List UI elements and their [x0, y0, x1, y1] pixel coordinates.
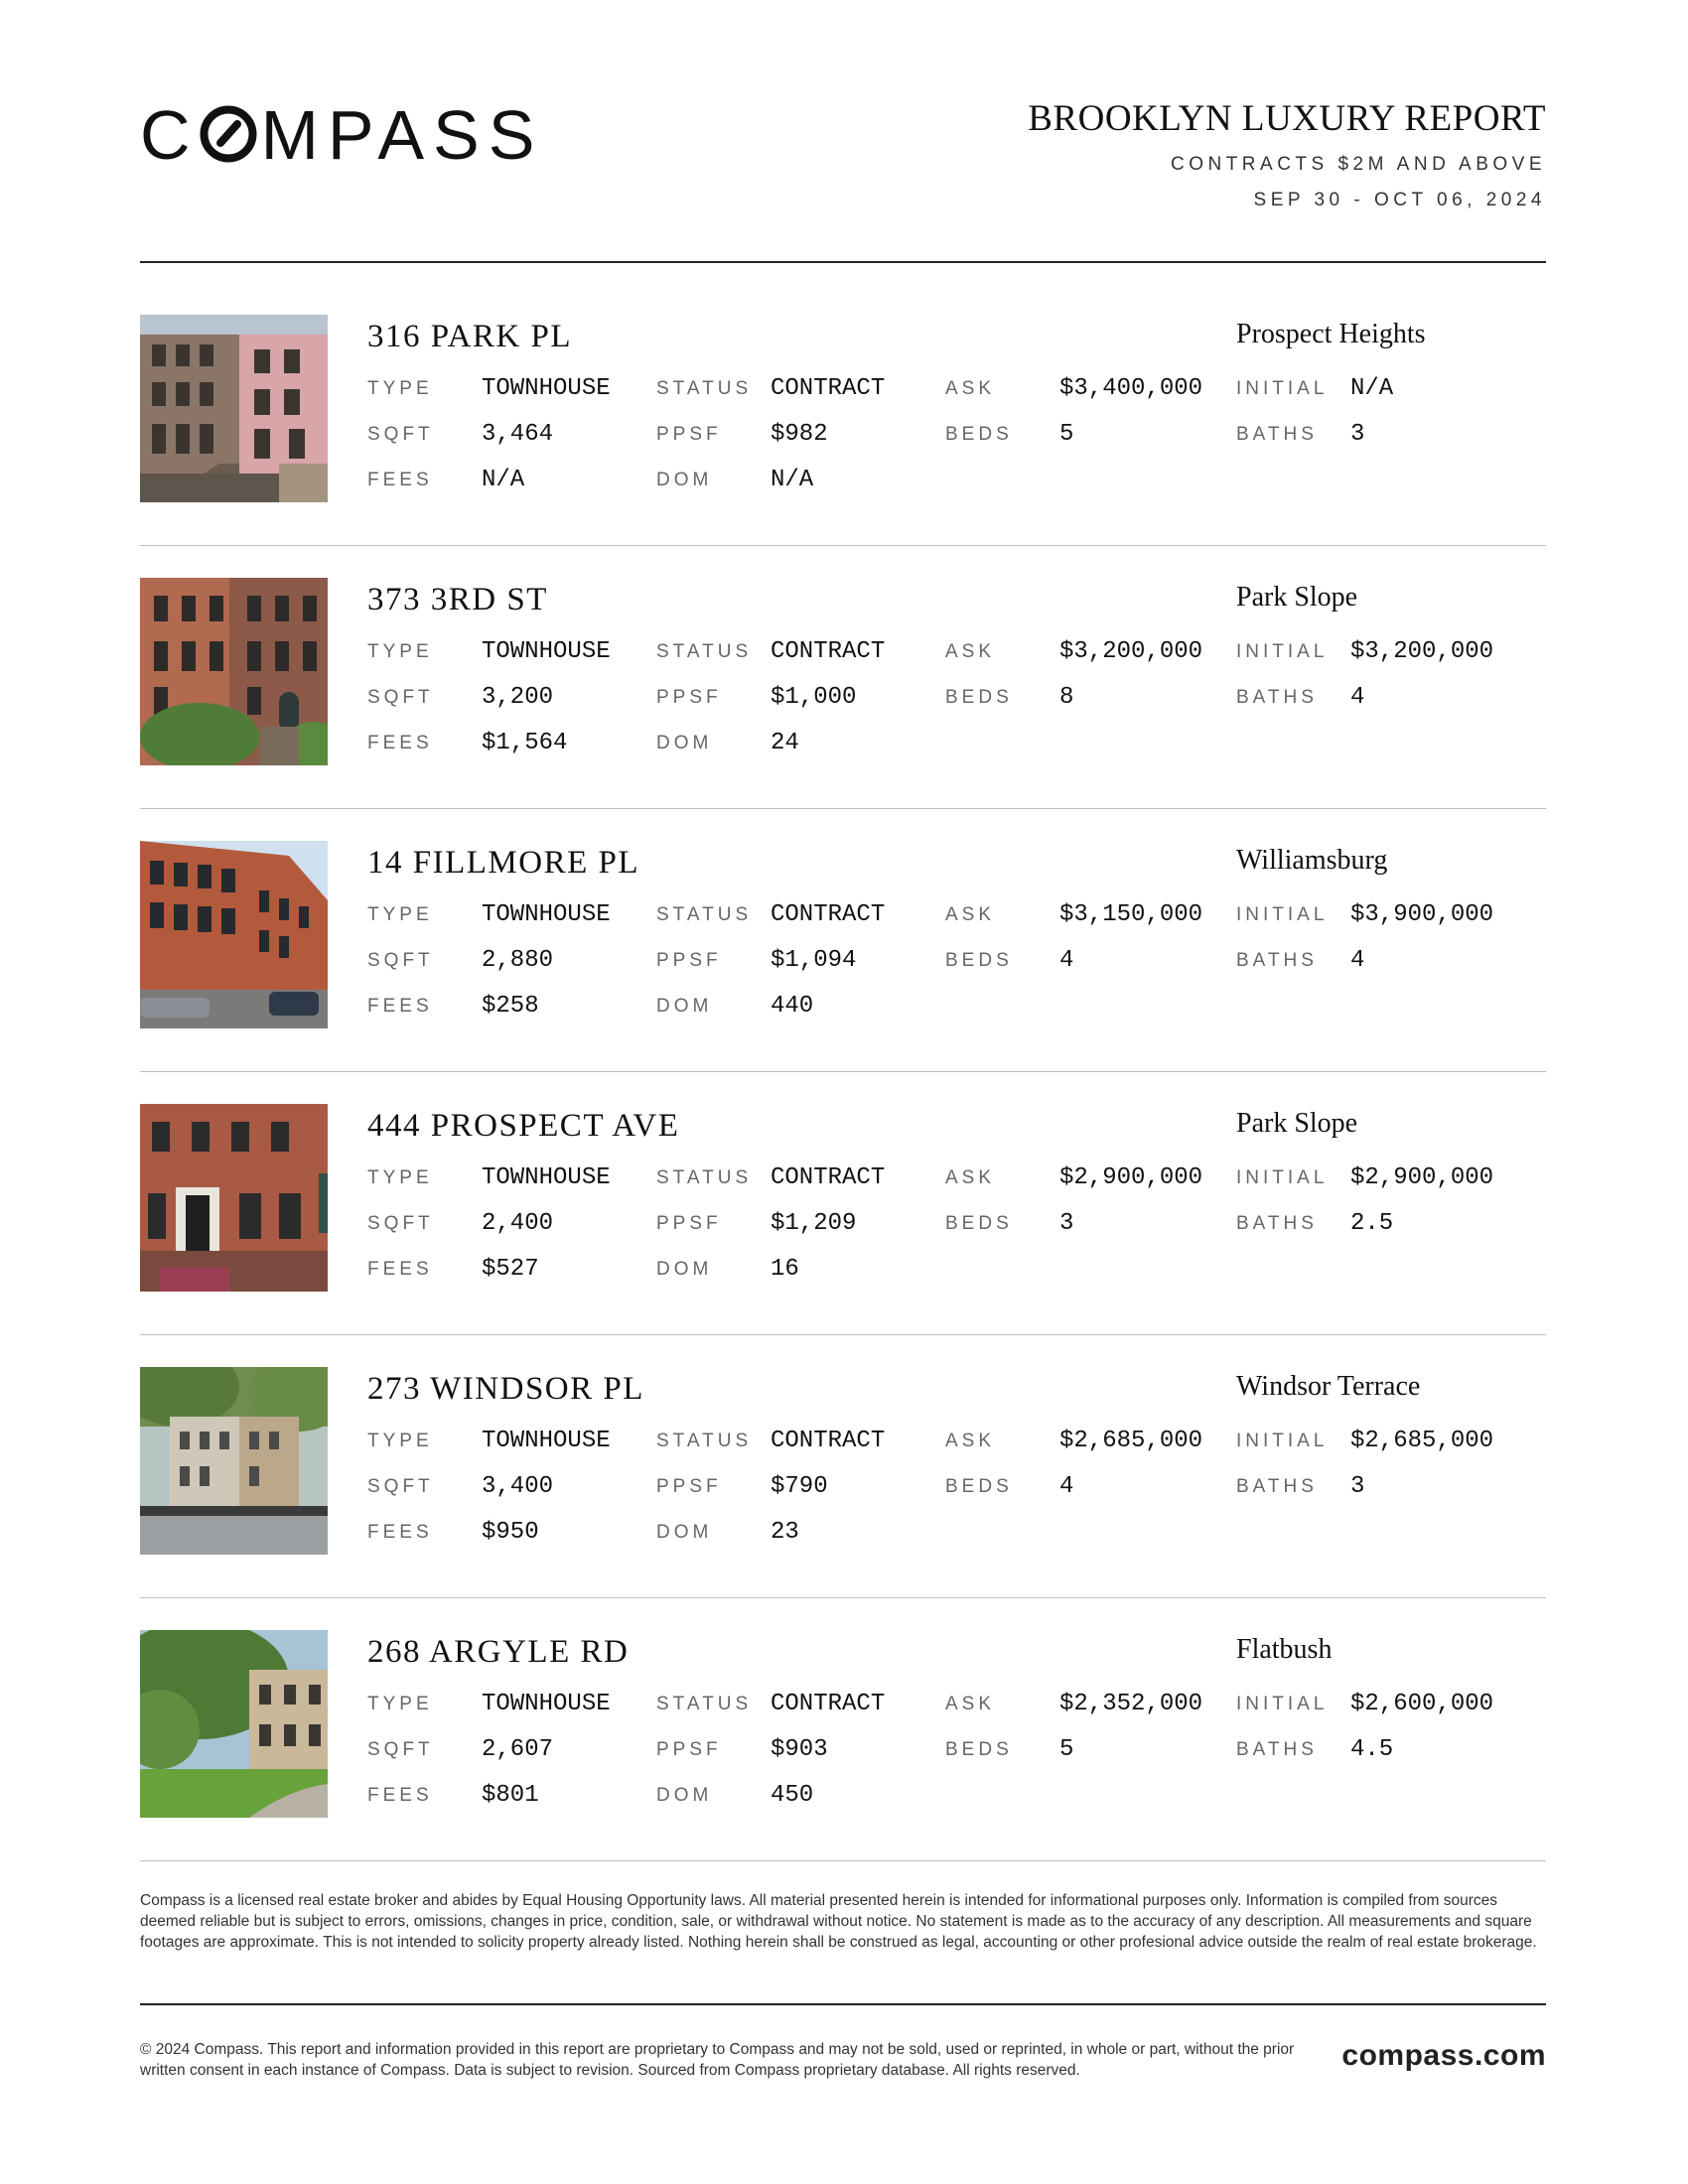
- baths-label: BATHS: [1236, 424, 1318, 445]
- fees-value: N/A: [482, 467, 525, 493]
- beds-label: BEDS: [945, 1213, 1013, 1234]
- fees-label: FEES: [367, 733, 433, 753]
- baths-label: BATHS: [1236, 950, 1318, 971]
- legal-disclaimer: Compass is a licensed real estate broker and abides by Equal Housing Opportunity laws. All material presented herein is intended for informational purposes only. Information is compiled from sources deemed reliable but is subject to errors, omissions, changes in price, condition, sale, or withdrawal without notice. No statement is made as to the accuracy of any description. All measurements and square footages are approximate. This is not intended to solicity property already listed. Nothing herein shall be construed as legal, accounting or other profesional advice outside the realm of real estate brokerage.: [140, 1892, 1537, 1951]
- listing-neighborhood: Williamsburg: [1236, 845, 1388, 876]
- status-label: STATUS: [656, 378, 753, 399]
- type-value: TOWNHOUSE: [482, 1428, 611, 1454]
- type-label: TYPE: [367, 641, 433, 662]
- initial-value: $2,900,000: [1350, 1164, 1494, 1191]
- dom-label: DOM: [656, 1785, 713, 1806]
- ppsf-label: PPSF: [656, 950, 722, 971]
- listing-divider: [140, 808, 1546, 809]
- sqft-label: SQFT: [367, 687, 434, 708]
- report-subtitle: CONTRACTS $2M AND ABOVE: [1170, 153, 1546, 175]
- ppsf-value: $1,209: [771, 1210, 857, 1237]
- initial-value: $3,200,000: [1350, 638, 1494, 665]
- beds-value: 5: [1059, 421, 1074, 448]
- ask-label: ASK: [945, 904, 996, 925]
- sqft-label: SQFT: [367, 1476, 434, 1497]
- ask-value: $3,400,000: [1059, 375, 1203, 402]
- listing-photo: [140, 1104, 328, 1292]
- initial-label: INITIAL: [1236, 1167, 1329, 1188]
- initial-label: INITIAL: [1236, 904, 1329, 925]
- ppsf-label: PPSF: [656, 1739, 722, 1760]
- dom-value: N/A: [771, 467, 814, 493]
- fees-label: FEES: [367, 470, 433, 490]
- listing-divider: [140, 1597, 1546, 1598]
- initial-value: $2,600,000: [1350, 1691, 1494, 1717]
- listing-neighborhood: Park Slope: [1236, 582, 1358, 613]
- baths-value: 4: [1350, 684, 1365, 711]
- dom-value: 450: [771, 1782, 814, 1809]
- ppsf-label: PPSF: [656, 1476, 722, 1497]
- baths-label: BATHS: [1236, 1476, 1318, 1497]
- type-label: TYPE: [367, 1431, 433, 1451]
- dom-label: DOM: [656, 470, 713, 490]
- baths-value: 4: [1350, 947, 1365, 974]
- baths-value: 2.5: [1350, 1210, 1394, 1237]
- sqft-value: 3,200: [482, 684, 554, 711]
- status-value: CONTRACT: [771, 1691, 886, 1717]
- status-value: CONTRACT: [771, 1428, 886, 1454]
- beds-label: BEDS: [945, 1739, 1013, 1760]
- type-label: TYPE: [367, 904, 433, 925]
- ppsf-value: $903: [771, 1736, 828, 1763]
- listing-divider: [140, 1071, 1546, 1072]
- type-value: TOWNHOUSE: [482, 1691, 611, 1717]
- compass-logo: C MPASS: [140, 96, 544, 174]
- ask-value: $2,685,000: [1059, 1428, 1203, 1454]
- ppsf-value: $982: [771, 421, 828, 448]
- listing-neighborhood: Park Slope: [1236, 1108, 1358, 1139]
- ppsf-label: PPSF: [656, 1213, 722, 1234]
- sqft-label: SQFT: [367, 424, 434, 445]
- website-link[interactable]: compass.com: [1341, 2039, 1546, 2072]
- type-value: TOWNHOUSE: [482, 375, 611, 402]
- initial-value: $3,900,000: [1350, 901, 1494, 928]
- sqft-value: 2,400: [482, 1210, 554, 1237]
- ask-value: $2,900,000: [1059, 1164, 1203, 1191]
- status-label: STATUS: [656, 1431, 753, 1451]
- dom-value: 16: [771, 1256, 799, 1283]
- ppsf-value: $1,094: [771, 947, 857, 974]
- ppsf-value: $790: [771, 1473, 828, 1500]
- sqft-value: 2,880: [482, 947, 554, 974]
- status-label: STATUS: [656, 1167, 753, 1188]
- status-value: CONTRACT: [771, 638, 886, 665]
- listing-photo: [140, 1630, 328, 1818]
- dom-label: DOM: [656, 1259, 713, 1280]
- baths-label: BATHS: [1236, 1739, 1318, 1760]
- listing-neighborhood: Windsor Terrace: [1236, 1371, 1421, 1402]
- baths-value: 3: [1350, 1473, 1365, 1500]
- sqft-value: 2,607: [482, 1736, 554, 1763]
- ppsf-label: PPSF: [656, 424, 722, 445]
- dom-value: 23: [771, 1519, 799, 1546]
- fees-label: FEES: [367, 1522, 433, 1543]
- listing-card: [140, 1367, 1546, 1630]
- type-value: TOWNHOUSE: [482, 638, 611, 665]
- listing-photo: [140, 315, 328, 502]
- ask-label: ASK: [945, 1431, 996, 1451]
- type-value: TOWNHOUSE: [482, 1164, 611, 1191]
- beds-value: 4: [1059, 947, 1074, 974]
- sqft-label: SQFT: [367, 950, 434, 971]
- compass-o-icon: [200, 104, 257, 162]
- beds-value: 5: [1059, 1736, 1074, 1763]
- copyright-notice: © 2024 Compass. This report and information provided in this report are proprietary to Compass and may not be sold, used or reprinted, in whole or part, without the prior written consent in each instance of Compass. Data is subject to revision. Sourced from Compass proprietary database. All rights reserved.: [140, 2041, 1295, 2079]
- report-info: [1028, 99, 1546, 211]
- initial-label: INITIAL: [1236, 641, 1329, 662]
- sqft-value: 3,464: [482, 421, 554, 448]
- dom-label: DOM: [656, 733, 713, 753]
- beds-value: 4: [1059, 1473, 1074, 1500]
- listing-photo: [140, 578, 328, 765]
- listing-neighborhood: Prospect Heights: [1236, 319, 1426, 349]
- listing-divider: [140, 545, 1546, 546]
- initial-label: INITIAL: [1236, 378, 1329, 399]
- baths-value: 3: [1350, 421, 1365, 448]
- status-value: CONTRACT: [771, 901, 886, 928]
- listing-photo: [140, 841, 328, 1028]
- fees-value: $801: [482, 1782, 539, 1809]
- report-header: [140, 94, 1546, 213]
- ask-label: ASK: [945, 1694, 996, 1714]
- listing-card: [140, 578, 1546, 841]
- type-label: TYPE: [367, 378, 433, 399]
- type-label: TYPE: [367, 1167, 433, 1188]
- report-title: BROOKLYN LUXURY REPORT: [1028, 98, 1546, 139]
- listing-address: 14 FILLMORE PL: [367, 845, 640, 881]
- beds-label: BEDS: [945, 950, 1013, 971]
- initial-value: N/A: [1350, 375, 1394, 402]
- ask-value: $3,150,000: [1059, 901, 1203, 928]
- sqft-label: SQFT: [367, 1213, 434, 1234]
- ask-label: ASK: [945, 378, 996, 399]
- status-label: STATUS: [656, 904, 753, 925]
- sqft-value: 3,400: [482, 1473, 554, 1500]
- type-label: TYPE: [367, 1694, 433, 1714]
- fees-label: FEES: [367, 996, 433, 1017]
- beds-label: BEDS: [945, 1476, 1013, 1497]
- listing-card: [140, 315, 1546, 578]
- listing-address: 444 PROSPECT AVE: [367, 1108, 680, 1144]
- dom-value: 24: [771, 730, 799, 756]
- listing-address: 316 PARK PL: [367, 319, 573, 354]
- dom-value: 440: [771, 993, 814, 1020]
- listing-divider: [140, 1334, 1546, 1335]
- fees-value: $1,564: [482, 730, 568, 756]
- fees-value: $950: [482, 1519, 539, 1546]
- ppsf-label: PPSF: [656, 687, 722, 708]
- ask-label: ASK: [945, 641, 996, 662]
- listing-divider: [140, 1860, 1546, 1861]
- status-label: STATUS: [656, 1694, 753, 1714]
- beds-value: 3: [1059, 1210, 1074, 1237]
- ask-value: $2,352,000: [1059, 1691, 1203, 1717]
- listing-card: [140, 1630, 1546, 1893]
- fees-label: FEES: [367, 1785, 433, 1806]
- listing-address: 373 3RD ST: [367, 582, 548, 617]
- baths-value: 4.5: [1350, 1736, 1394, 1763]
- initial-label: INITIAL: [1236, 1694, 1329, 1714]
- ask-value: $3,200,000: [1059, 638, 1203, 665]
- beds-label: BEDS: [945, 424, 1013, 445]
- baths-label: BATHS: [1236, 1213, 1318, 1234]
- listing-photo: [140, 1367, 328, 1555]
- fees-label: FEES: [367, 1259, 433, 1280]
- listing-address: 273 WINDSOR PL: [367, 1371, 644, 1407]
- listing-card: [140, 1104, 1546, 1367]
- status-label: STATUS: [656, 641, 753, 662]
- fees-value: $258: [482, 993, 539, 1020]
- baths-label: BATHS: [1236, 687, 1318, 708]
- initial-label: INITIAL: [1236, 1431, 1329, 1451]
- footer-divider: [140, 2003, 1546, 2005]
- listing-neighborhood: Flatbush: [1236, 1634, 1333, 1665]
- status-value: CONTRACT: [771, 1164, 886, 1191]
- beds-label: BEDS: [945, 687, 1013, 708]
- header-divider: [140, 261, 1546, 263]
- report-date-range: SEP 30 - OCT 06, 2024: [1253, 189, 1546, 210]
- initial-value: $2,685,000: [1350, 1428, 1494, 1454]
- sqft-label: SQFT: [367, 1739, 434, 1760]
- type-value: TOWNHOUSE: [482, 901, 611, 928]
- beds-value: 8: [1059, 684, 1074, 711]
- listing-address: 268 ARGYLE RD: [367, 1634, 630, 1670]
- dom-label: DOM: [656, 1522, 713, 1543]
- fees-value: $527: [482, 1256, 539, 1283]
- listing-card: [140, 841, 1546, 1104]
- ppsf-value: $1,000: [771, 684, 857, 711]
- ask-label: ASK: [945, 1167, 996, 1188]
- dom-label: DOM: [656, 996, 713, 1017]
- status-value: CONTRACT: [771, 375, 886, 402]
